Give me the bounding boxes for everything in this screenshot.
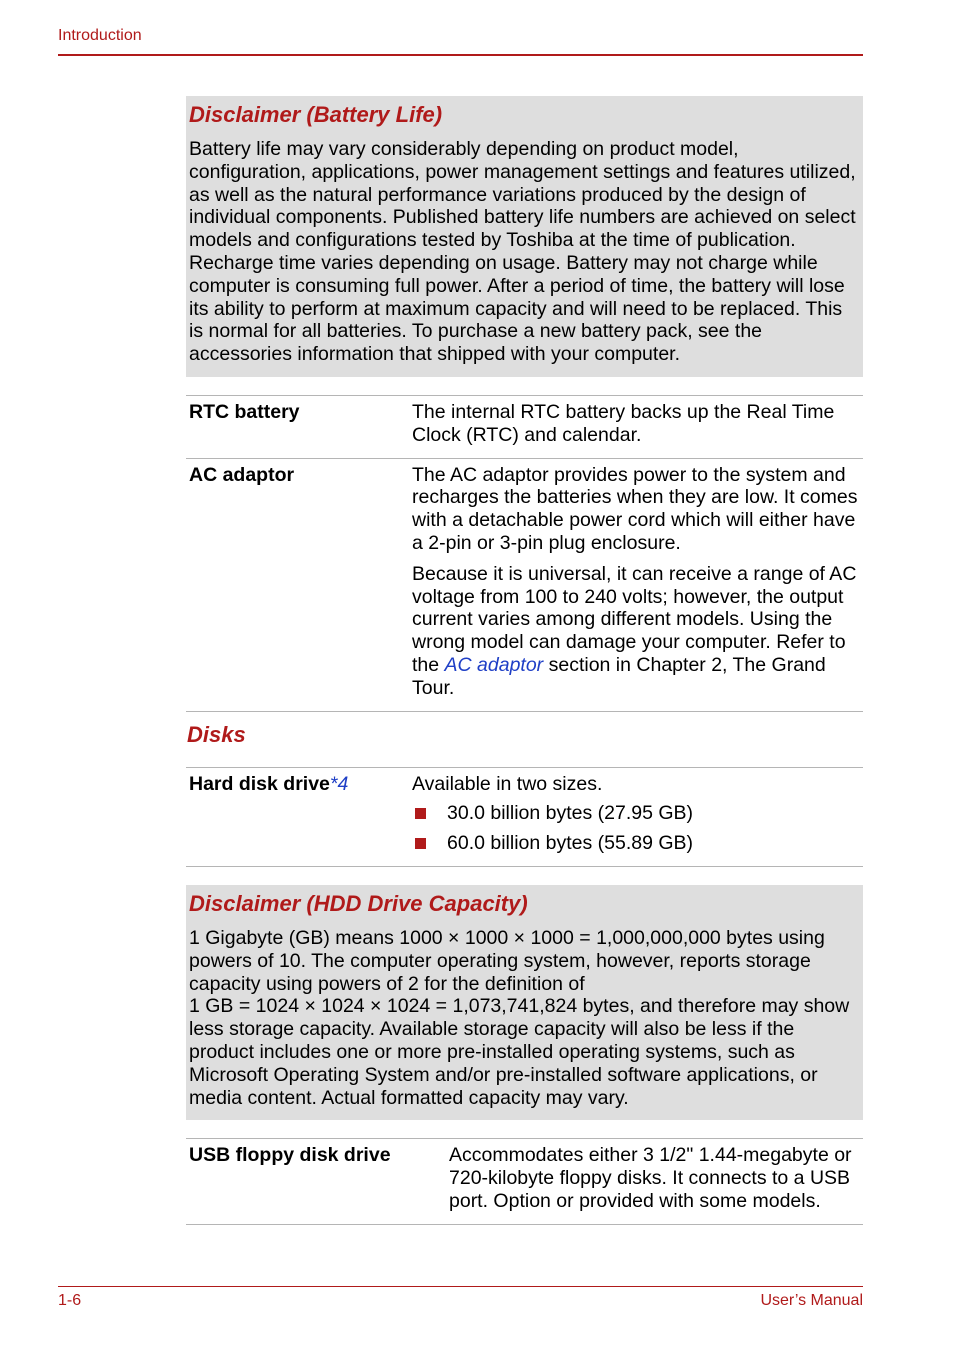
hdd-term-label: Hard disk drive: [189, 772, 330, 795]
ac-adaptor-text-end: section in Chapter 2, The Grand Tour.: [412, 653, 826, 699]
rtc-battery-term: RTC battery: [189, 400, 300, 423]
header-rule: [58, 54, 863, 56]
list-item: [412, 802, 860, 825]
table-row: [186, 767, 863, 866]
disks-spec-table: [186, 767, 863, 867]
usb-fdd-term: USB floppy disk drive: [189, 1144, 391, 1167]
disks-heading: Disks: [187, 721, 246, 747]
fdd-spec-table: [186, 1138, 863, 1224]
running-header: Introduction: [58, 27, 142, 44]
ac-adaptor-link[interactable]: AC adaptor: [444, 653, 544, 676]
hdd-footnote-link[interactable]: *4: [329, 772, 349, 795]
battery-disclaimer-title: Disclaimer (Battery Life): [189, 102, 443, 127]
hdd-intro: Available in two sizes.: [412, 772, 603, 795]
hdd-description: [409, 767, 863, 866]
page-number: 1-6: [58, 1292, 82, 1309]
table-row: [186, 1139, 863, 1224]
page-content: [186, 96, 863, 1225]
hdd-disclaimer-text-2: 1 GB = 1024 × 1024 × 1024 = 1,073,741,824 bytes, and therefore may show less storage capacity. Available storage capacity will also be less if the product includes one or more pre-installed operating systems, such as Microsoft Operating System and/or pre-installed software applications, or media content. Actual formatted capacity may vary.: [189, 995, 850, 1109]
rtc-battery-description: The internal RTC battery backs up the Real Time Clock (RTC) and calendar.: [412, 400, 835, 446]
hdd-term: [186, 767, 409, 866]
list-item: [412, 832, 860, 855]
power-spec-table: [186, 395, 863, 712]
square-bullet-icon: [415, 808, 426, 819]
manual-title: User’s Manual: [760, 1292, 863, 1309]
ac-adaptor-text: Because it is universal, it can receive a range of AC voltage from 100 to 240 volts; however, the output current varies among different models. Using the wrong model can damage your computer. Refer to the: [412, 562, 857, 676]
hdd-disclaimer-title: Disclaimer (HDD Drive Capacity): [189, 890, 528, 916]
hdd-disclaimer-text-1: 1 Gigabyte (GB) means 1000 × 1000 × 1000 = 1,000,000,000 bytes using powers of 10. The computer operating system, however, reports storage capacity using powers of 2 for the definition of: [189, 926, 825, 995]
ac-adaptor-paragraph-1: The AC adaptor provides power to the system and recharges the batteries when they are low. It comes with a detachable power cord which will either have a 2-pin or 3-pin plug enclosure.: [412, 463, 858, 554]
hdd-size-2: 60.0 billion bytes (55.89 GB): [447, 832, 694, 855]
hdd-size-1: 30.0 billion bytes (27.95 GB): [447, 802, 694, 825]
battery-disclaimer-box: [186, 96, 863, 377]
ac-adaptor-paragraph-2: [412, 563, 860, 700]
square-bullet-icon: [415, 838, 426, 849]
table-row: [186, 458, 863, 711]
ac-adaptor-description: [409, 458, 863, 711]
battery-disclaimer-text: Battery life may vary considerably depending on product model, configuration, applications, power management settings and features utilized, as well as the natural performance variations produced by the design of individual components. Published battery life numbers are achieved on select models and configurations tested by Toshiba at the time of publication. Recharge time varies depending on usage. Battery may not charge while computer is consuming full power. After a period of time, the battery will lose its ability to perform at maximum capacity and will need to be replaced. This is normal for all batteries. To purchase a new battery pack, see the accessories information that shipped with your computer.: [189, 138, 856, 366]
table-row: [186, 395, 863, 458]
hdd-disclaimer-box: [186, 885, 863, 1120]
usb-fdd-description: Accommodates either 3 1/2" 1.44-megabyte or 720-kilobyte floppy disks. It connects to a USB port. Option or provided with some models.: [449, 1144, 852, 1212]
footer-rule: [58, 1286, 863, 1287]
ac-adaptor-term: AC adaptor: [189, 463, 295, 486]
